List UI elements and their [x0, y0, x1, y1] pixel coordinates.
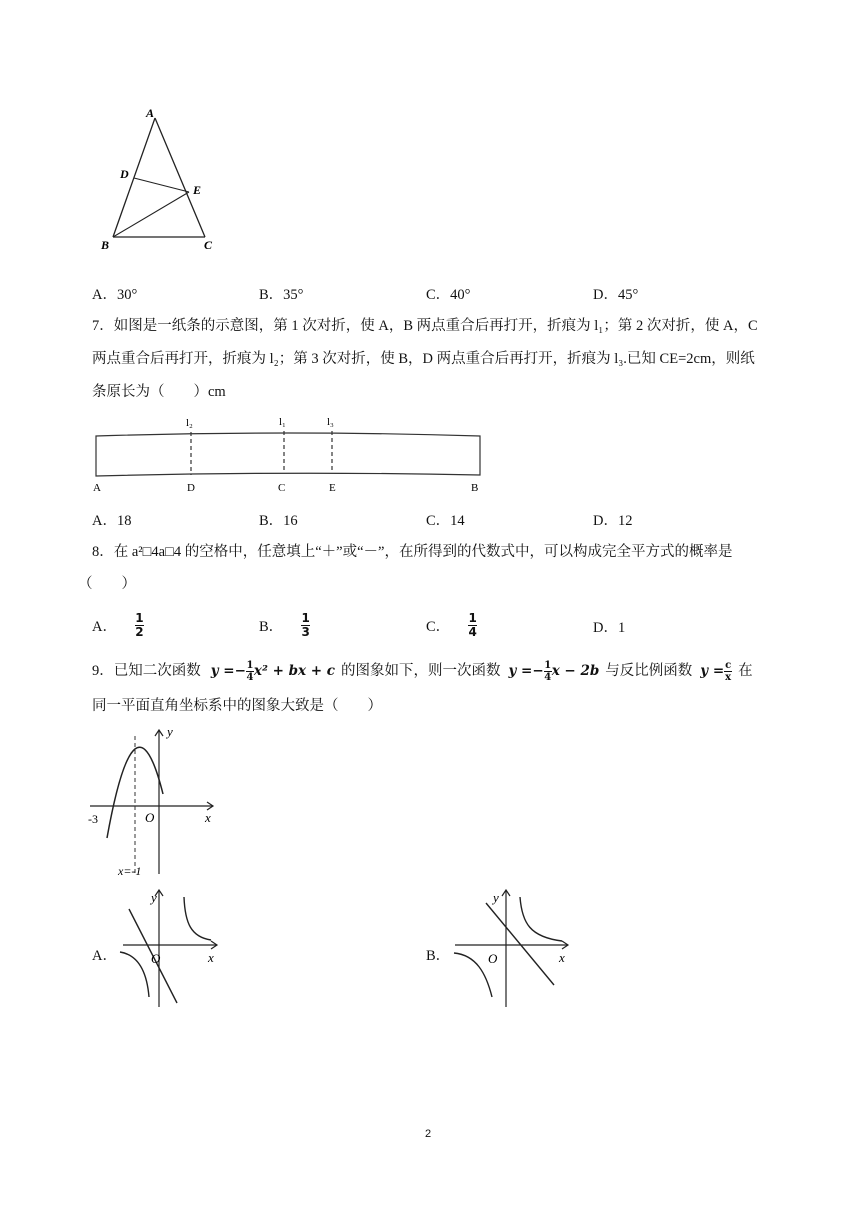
page-number: 2 — [425, 1128, 432, 1140]
q6-option-a[interactable]: A．30° — [92, 287, 138, 303]
fold-label-l1: l₁ — [279, 416, 286, 428]
q9-a-origin-label: O — [151, 951, 161, 966]
q8-option-c-fraction: $\frac{1}{4}$ — [468, 610, 477, 639]
point-label-c: C — [204, 238, 213, 252]
point-label-d: D — [120, 167, 129, 181]
q9-option-b-graph[interactable] — [450, 885, 580, 1010]
parabola-origin-label: O — [145, 810, 155, 825]
q9-option-a-label[interactable]: A． — [92, 948, 117, 964]
q7-text-line3: 条原长为（ ）cm — [92, 384, 226, 400]
q8-option-c[interactable] — [426, 608, 477, 642]
q7-option-c[interactable]: C．14 — [426, 513, 465, 529]
quadratic-formula: y =− 1 4 x² + bx + c — [210, 659, 336, 683]
inverse-formula: y = c x — [700, 659, 732, 683]
q6-option-d[interactable]: D．45° — [593, 287, 639, 303]
q9-option-b-label[interactable]: B． — [426, 948, 451, 964]
paper-strip-figure — [88, 410, 488, 500]
q9-text-line2: 同一平面直角坐标系中的图象大致是（ ） — [92, 698, 382, 714]
strip-point-b: B — [471, 482, 479, 494]
q8-option-a-fraction: $\frac{1}{2}$ — [135, 610, 144, 639]
q8-text-line2: （ ） — [78, 576, 136, 592]
linear-formula: y =− 1 4 x − 2b — [508, 659, 600, 683]
parabola-x-label: x — [205, 810, 211, 825]
q8-option-a-label: A． — [92, 618, 117, 635]
strip-point-e: E — [329, 482, 336, 494]
point-label-e: E — [193, 183, 202, 197]
q9-b-x-label: x — [559, 950, 565, 965]
q6-option-b[interactable]: B．35° — [259, 287, 304, 303]
q7-option-d[interactable]: D．12 — [593, 513, 633, 529]
q9-a-x-label: x — [208, 950, 214, 965]
q9-b-origin-label: O — [488, 951, 498, 966]
q9-b-y-label: y — [493, 890, 499, 905]
fold-label-l2: l₂ — [186, 417, 193, 429]
strip-point-a: A — [93, 482, 101, 494]
strip-point-d: D — [187, 482, 195, 494]
q9-option-a-graph[interactable] — [115, 885, 225, 1010]
q8-option-b[interactable] — [259, 608, 310, 642]
q8-option-b-label: B． — [259, 618, 284, 635]
parabola-y-label: y — [167, 724, 173, 739]
q8-option-c-label: C． — [426, 618, 451, 635]
strip-point-c: C — [278, 482, 286, 494]
q7-option-a[interactable]: A．18 — [92, 513, 132, 529]
q8-option-a[interactable] — [92, 608, 144, 642]
q7-text-line1: 7．如图是一纸条的示意图，第 1 次对折，使 A，B 两点重合后再打开，折痕为 l₁；第 2 次对折，使 A，C — [92, 318, 758, 334]
q9-a-y-label: y — [151, 890, 157, 905]
q7-option-b[interactable]: B．16 — [259, 513, 298, 529]
q8-text-line1: 8．在 a²□4a□4 的空格中，任意填上“＋”或“－”，在所得到的代数式中，可以构成完全平方式的概率是 — [92, 544, 733, 560]
fold-label-l3: l₃ — [327, 416, 334, 428]
triangle-figure — [95, 100, 230, 260]
symmetry-axis-label: x=-1 — [118, 864, 142, 878]
point-label-a: A — [146, 106, 155, 120]
q8-option-d[interactable]: D．1 — [593, 620, 626, 636]
q9-text-line1: 9．已知二次函数 y =− 1 4 x² + bx + c 的图象如下，则一次函数 y =− 1 4 x − 2b 与反比例函数 y = c x 在 — [92, 659, 753, 683]
q7-text-line2: 两点重合后再打开，折痕为 l₂；第 3 次对折，使 B，D 两点重合后再打开，折痕为 l₃.已知 CE=2cm，则纸 — [92, 351, 755, 367]
point-label-b: B — [101, 238, 110, 252]
parabola-graph — [85, 722, 225, 882]
q8-option-b-fraction: $\frac{1}{3}$ — [301, 610, 310, 639]
q6-option-c[interactable]: C．40° — [426, 287, 471, 303]
parabola-root-label: -3 — [88, 812, 98, 826]
